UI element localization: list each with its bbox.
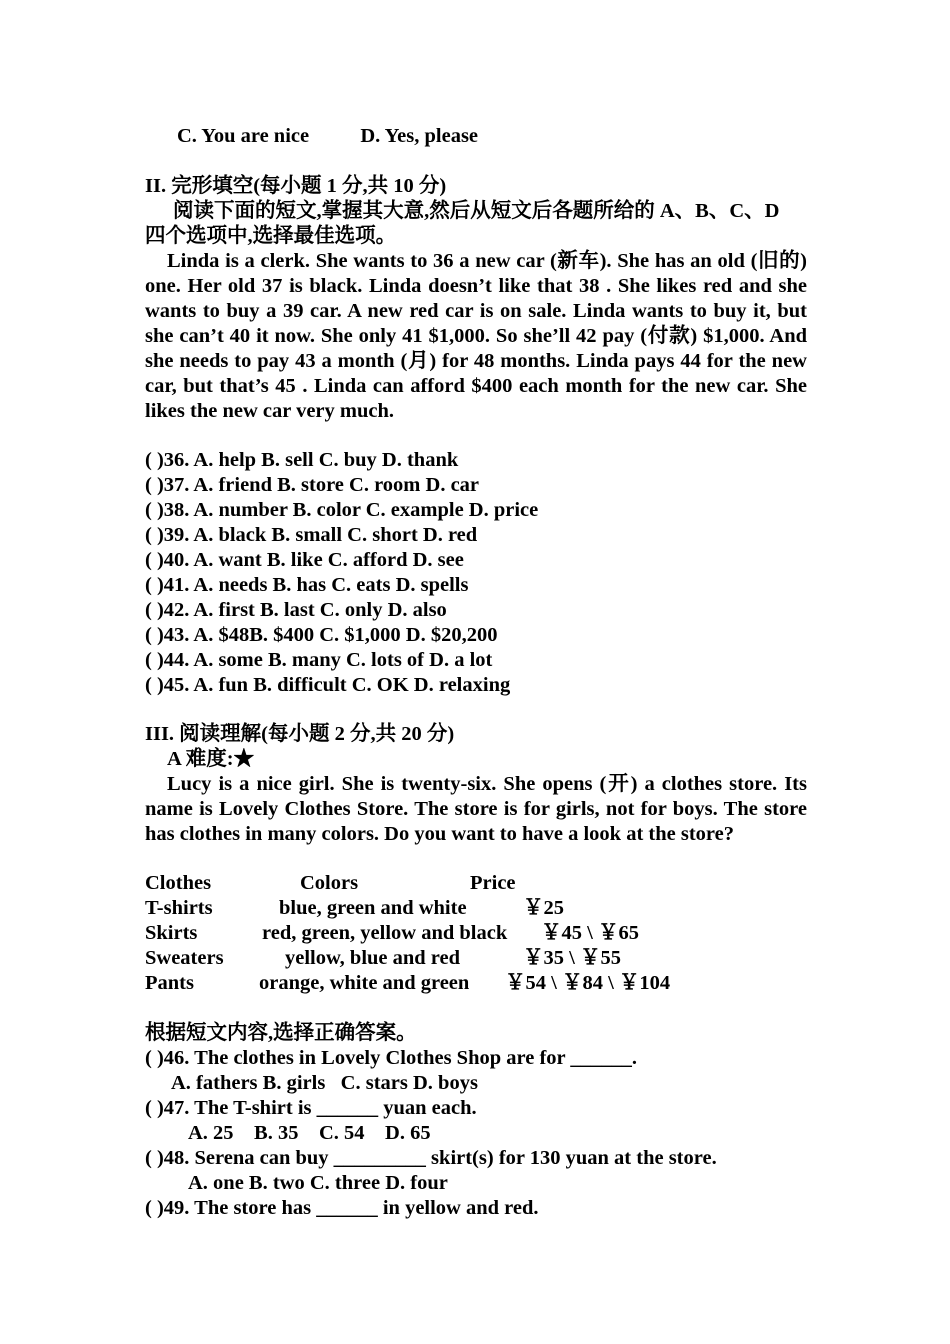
table-cell-price: ￥25 — [523, 897, 564, 919]
cloze-question-41: ( )41. A. needs B. has C. eats D. spells — [145, 574, 469, 596]
table-cell-item: Skirts — [145, 922, 198, 944]
reading-question-47: ( )47. The T-shirt is ______ yuan each. — [145, 1097, 477, 1119]
cloze-question-38: ( )38. A. number B. color C. example D. price — [145, 499, 539, 521]
cloze-question-36: ( )36. A. help B. sell C. buy D. thank — [145, 449, 459, 471]
cloze-question-43: ( )43. A. $48B. $400 C. $1,000 D. $20,200 — [145, 624, 498, 646]
cloze-question-42: ( )42. A. first B. last C. only D. also — [145, 599, 447, 621]
cloze-question-39: ( )39. A. black B. small C. short D. red — [145, 524, 478, 546]
reading-question-48-options: A. one B. two C. three D. four — [188, 1172, 448, 1194]
table-cell-colors: red, green, yellow and black — [262, 922, 508, 944]
table-cell-item: Sweaters — [145, 947, 224, 969]
table-cell-price: ￥45 \ ￥65 — [541, 922, 639, 944]
cloze-question-44: ( )44. A. some B. many C. lots of D. a lot — [145, 649, 493, 671]
reading-question-47-options: A. 25 B. 35 C. 54 D. 65 — [188, 1122, 431, 1144]
table-cell-price: ￥35 \ ￥55 — [523, 947, 621, 969]
cloze-question-40: ( )40. A. want B. like C. afford D. see — [145, 549, 464, 571]
table-cell-colors: orange, white and green — [259, 972, 470, 994]
table-cell-colors: yellow, blue and red — [285, 947, 461, 969]
cloze-question-37: ( )37. A. friend B. store C. room D. car — [145, 474, 480, 496]
table-cell-price: ￥54 \ ￥84 \ ￥104 — [505, 972, 671, 994]
reading-question-46-options: A. fathers B. girls C. stars D. boys — [171, 1072, 478, 1094]
cloze-passage: Linda is a clerk. She wants to 36 a new car (新车). She has an old (旧的) one. Her old 37 is black. Linda doesn’t like that 38 . She likes red and she wants to buy a 39 car. A new red car is on sale. Linda wants to buy it, but she can’t 40 it now. She only 41 $1,000. So she’ll 42 pay (付款) $1,000. And she needs to pay 43 a month (月) for 48 months. Linda pays 44 for the new car, but that’s 45 . Linda can afford $400 each month for the new car. She likes the new car very much. — [145, 250, 807, 422]
reading-question-46: ( )46. The clothes in Lovely Clothes Shop are for ______. — [145, 1047, 638, 1069]
previous-question-options: C. You are nice D. Yes, please — [177, 125, 479, 147]
difficulty-label: A 难度:★ — [167, 748, 255, 770]
table-row — [145, 921, 807, 946]
table-row — [145, 946, 807, 971]
table-cell-item: Pants — [145, 972, 194, 994]
section-2-heading: II. 完形填空(每小题 1 分,共 10 分) — [145, 175, 447, 197]
table-header-row — [145, 871, 807, 896]
table-header-clothes: Clothes — [145, 872, 212, 894]
table-header-colors: Colors — [300, 872, 359, 894]
table-row — [145, 971, 807, 996]
reading-instruction: 根据短文内容,选择正确答案。 — [145, 1022, 417, 1044]
section-2-instructions-line-2: 四个选项中,选择最佳选项。 — [145, 225, 397, 247]
reading-question-49: ( )49. The store has ______ in yellow and red. — [145, 1197, 539, 1219]
section-3-heading: III. 阅读理解(每小题 2 分,共 20 分) — [145, 723, 455, 745]
section-2-instructions-line-1: 阅读下面的短文,掌握其大意,然后从短文后各题所给的 A、B、C、D — [173, 200, 780, 222]
table-cell-colors: blue, green and white — [279, 897, 467, 919]
cloze-question-45: ( )45. A. fun B. difficult C. OK D. relaxing — [145, 674, 511, 696]
table-cell-item: T-shirts — [145, 897, 213, 919]
table-row — [145, 896, 807, 921]
reading-passage: Lucy is a nice girl. She is twenty-six. She opens (开) a clothes store. Its name is Lovely Clothes Store. The store is for girls, not for boys. The store has clothes in many colors. Do you want to have a look at the store? — [145, 773, 807, 845]
reading-question-48: ( )48. Serena can buy _________ skirt(s) for 130 yuan at the store. — [145, 1147, 717, 1169]
table-header-price: Price — [470, 872, 516, 894]
